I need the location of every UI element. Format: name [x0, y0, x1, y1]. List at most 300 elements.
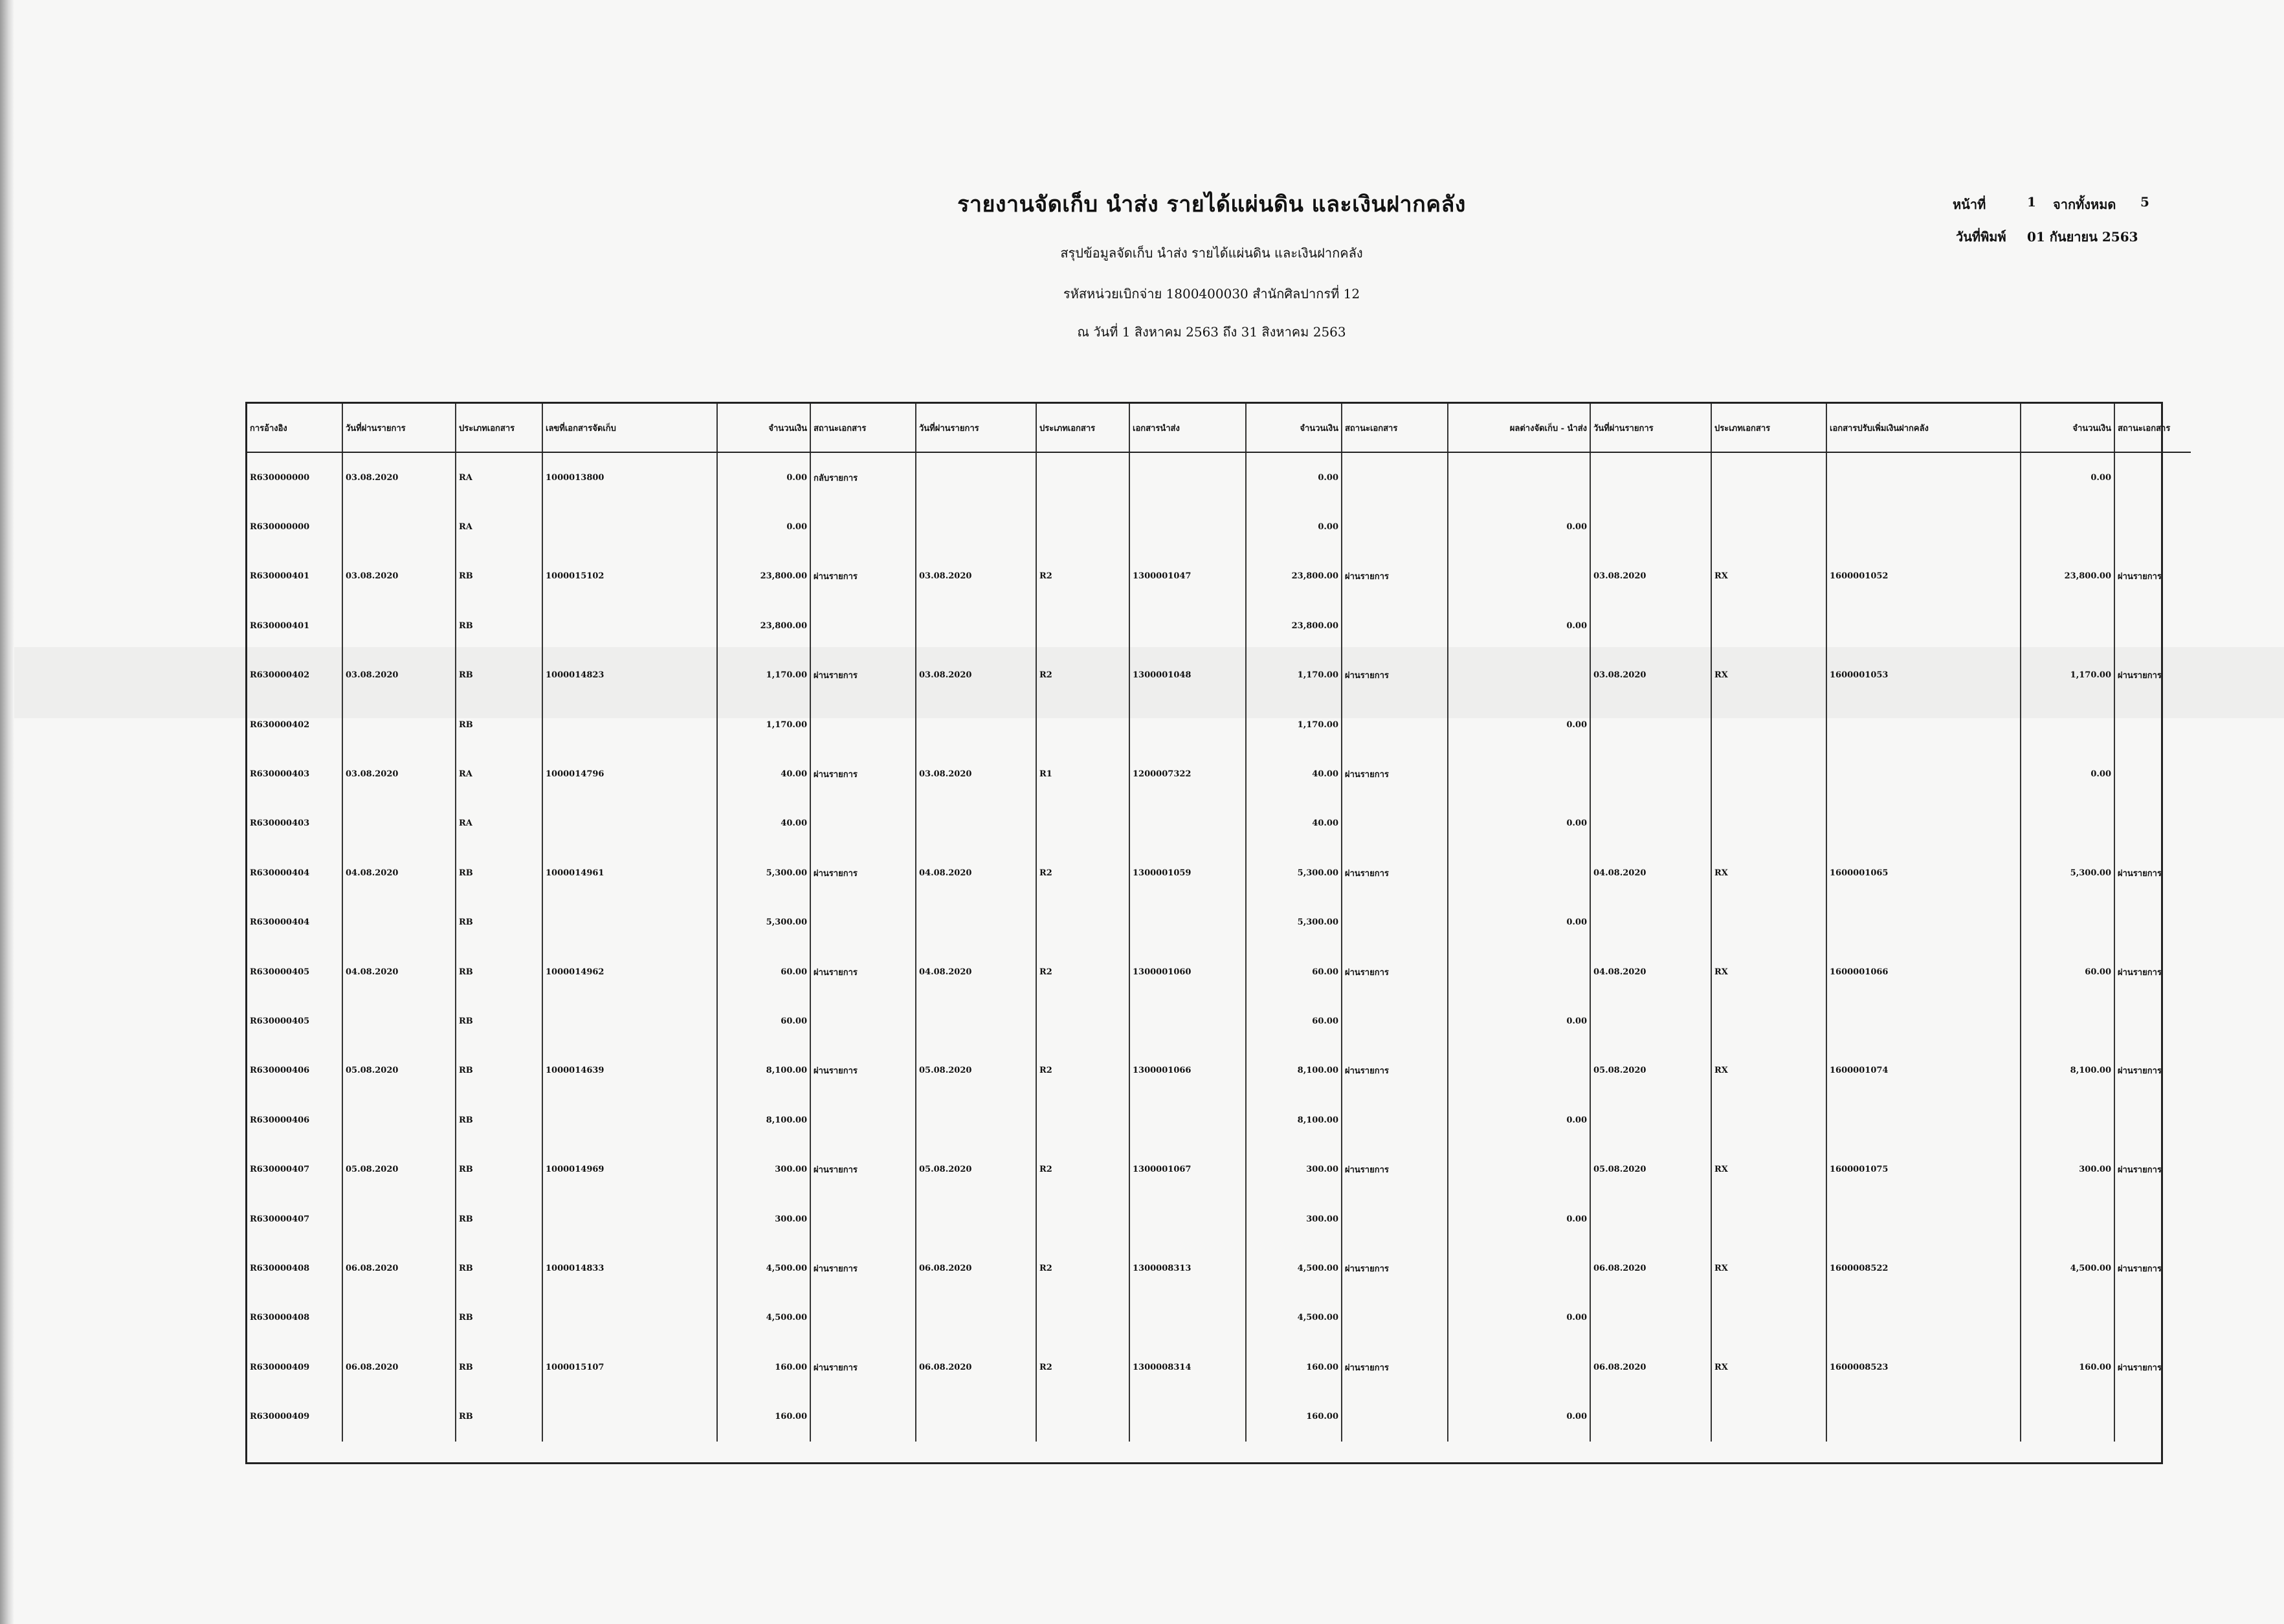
cell-posting-date — [342, 502, 456, 551]
cell-amount-3: 23,800.00 — [2021, 552, 2114, 601]
cell-collection-doc-no — [542, 1194, 717, 1244]
cell-deposit-adjust-doc — [1826, 1293, 2021, 1343]
cell-difference: 0.00 — [1448, 601, 1590, 650]
col-doc-status-3: สถานะเอกสาร — [2114, 404, 2191, 452]
cell-doc-type-2: R2 — [1036, 1145, 1129, 1194]
cell-remittance-doc — [1129, 898, 1246, 947]
cell-amount-3 — [2021, 996, 2114, 1046]
cell-doc-status-3: ผ่านรายการ — [2114, 947, 2191, 996]
cell-posting-date — [342, 1392, 456, 1441]
cell-remittance-doc — [1129, 1392, 1246, 1441]
cell-posting-date-3: 06.08.2020 — [1590, 1343, 1711, 1392]
cell-doc-status-2: ผ่านรายการ — [1342, 552, 1448, 601]
cell-posting-date: 04.08.2020 — [342, 947, 456, 996]
cell-doc-status-2: ผ่านรายการ — [1342, 651, 1448, 700]
cell-posting-date: 05.08.2020 — [342, 1046, 456, 1095]
cell-reference: R630000408 — [250, 1263, 310, 1273]
cell-doc-type-2 — [1036, 1194, 1129, 1244]
cell-posting-date-3 — [1590, 601, 1711, 650]
cell-amount-2: 5,300.00 — [1246, 848, 1342, 897]
col-deposit-adjust-doc: เอกสารปรับเพิ่มเงินฝากคลัง — [1826, 404, 2021, 452]
cell-posting-date-3 — [1590, 749, 1711, 798]
cell-doc-type-2: R1 — [1036, 749, 1129, 798]
cell-doc-type-2 — [1036, 898, 1129, 947]
cell-deposit-adjust-doc — [1826, 1095, 2021, 1145]
cell-amount: 5,300.00 — [717, 898, 810, 947]
cell-remittance-doc — [1129, 799, 1246, 848]
cell-difference: 0.00 — [1448, 996, 1590, 1046]
cell-doc-status — [810, 502, 916, 551]
cell-remittance-doc: 1300001047 — [1129, 552, 1246, 601]
summary-row — [247, 700, 2191, 749]
cell-posting-date — [342, 1293, 456, 1343]
cell-posting-date-3 — [1590, 898, 1711, 947]
cell-collection-doc-no: 1000014961 — [542, 848, 717, 897]
cell-collection-doc-no: 1000014962 — [542, 947, 717, 996]
cell-doc-status-2 — [1342, 452, 1448, 502]
cell-posting-date-3 — [1590, 799, 1711, 848]
cell-reference: R630000408 — [250, 1313, 310, 1323]
cell-remittance-doc — [1129, 1293, 1246, 1343]
cell-doc-status-3 — [2114, 749, 2191, 798]
cell-doc-status: ผ่านรายการ — [810, 1046, 916, 1095]
cell-posting-date-3: 04.08.2020 — [1590, 947, 1711, 996]
cell-amount-2: 300.00 — [1246, 1145, 1342, 1194]
cell-amount: 40.00 — [717, 799, 810, 848]
cell-doc-status-3 — [2114, 799, 2191, 848]
cell-posting-date — [342, 700, 456, 749]
cell-doc-type-3: RX — [1711, 1343, 1826, 1392]
scan-edge-shadow — [0, 0, 14, 1624]
cell-amount-3: 300.00 — [2021, 1145, 2114, 1194]
cell-doc-type-3 — [1711, 996, 1826, 1046]
cell-difference: 0.00 — [1448, 700, 1590, 749]
cell-remittance-doc: 1300001060 — [1129, 947, 1246, 996]
cell-difference: 0.00 — [1448, 1095, 1590, 1145]
cell-posting-date-3: 05.08.2020 — [1590, 1046, 1711, 1095]
cell-reference: R630000000 — [250, 472, 310, 483]
cell-doc-type-2: R2 — [1036, 1046, 1129, 1095]
cell-posting-date-2: 05.08.2020 — [916, 1046, 1036, 1095]
cell-deposit-adjust-doc: 1600001075 — [1826, 1145, 2021, 1194]
cell-doc-status: ผ่านรายการ — [810, 552, 916, 601]
cell-doc-type-3: RX — [1711, 848, 1826, 897]
cell-posting-date-3 — [1590, 452, 1711, 502]
cell-doc-type: RB — [456, 552, 542, 601]
cell-doc-type-2: R2 — [1036, 947, 1129, 996]
cell-reference: R630000402 — [250, 670, 310, 681]
cell-doc-type-3: RX — [1711, 1244, 1826, 1293]
cell-deposit-adjust-doc — [1826, 749, 2021, 798]
cell-amount-2: 8,100.00 — [1246, 1046, 1342, 1095]
cell-posting-date — [342, 898, 456, 947]
cell-doc-status-2 — [1342, 502, 1448, 551]
cell-amount-2: 60.00 — [1246, 947, 1342, 996]
cell-remittance-doc — [1129, 1194, 1246, 1244]
cell-remittance-doc: 1300001059 — [1129, 848, 1246, 897]
cell-posting-date: 05.08.2020 — [342, 1145, 456, 1194]
cell-doc-status-3: ผ่านรายการ — [2114, 848, 2191, 897]
cell-doc-status-3 — [2114, 502, 2191, 551]
cell-amount-3 — [2021, 799, 2114, 848]
cell-posting-date: 03.08.2020 — [342, 651, 456, 700]
page-label: หน้าที่ — [1953, 197, 1986, 212]
cell-difference: 0.00 — [1448, 1392, 1590, 1441]
cell-doc-status-2 — [1342, 1392, 1448, 1441]
cell-deposit-adjust-doc — [1826, 1194, 2021, 1244]
cell-posting-date-2 — [916, 996, 1036, 1046]
table-row — [247, 749, 2191, 798]
cell-amount: 60.00 — [717, 947, 810, 996]
col-doc-type: ประเภทเอกสาร — [456, 404, 542, 452]
cell-posting-date-2: 06.08.2020 — [916, 1244, 1036, 1293]
cell-posting-date — [342, 1194, 456, 1244]
cell-posting-date-2 — [916, 1095, 1036, 1145]
cell-doc-type: RB — [456, 848, 542, 897]
total-pages: 5 — [2140, 194, 2149, 210]
cell-reference: R630000409 — [250, 1362, 310, 1372]
cell-doc-status — [810, 996, 916, 1046]
cell-collection-doc-no — [542, 1392, 717, 1441]
cell-posting-date-2 — [916, 1293, 1036, 1343]
cell-doc-type-3: RX — [1711, 1046, 1826, 1095]
summary-row — [247, 799, 2191, 848]
cell-reference: R630000401 — [250, 571, 310, 582]
cell-amount-2: 60.00 — [1246, 996, 1342, 1046]
cell-difference — [1448, 848, 1590, 897]
cell-deposit-adjust-doc — [1826, 898, 2021, 947]
cell-doc-status-2: ผ่านรายการ — [1342, 749, 1448, 798]
cell-doc-status-2 — [1342, 1293, 1448, 1343]
col-difference: ผลต่างจัดเก็บ - นำส่ง — [1448, 404, 1590, 452]
table-header-row — [247, 404, 2191, 452]
table-row — [247, 452, 2191, 502]
cell-reference: R630000404 — [250, 917, 310, 928]
cell-deposit-adjust-doc — [1826, 601, 2021, 650]
cell-amount: 300.00 — [717, 1145, 810, 1194]
cell-doc-status-2: ผ่านรายการ — [1342, 1244, 1448, 1293]
cell-reference: R630000405 — [250, 967, 310, 977]
cell-difference — [1448, 651, 1590, 700]
cell-doc-type: RA — [456, 502, 542, 551]
cell-doc-status-2 — [1342, 898, 1448, 947]
cell-deposit-adjust-doc: 1600001066 — [1826, 947, 2021, 996]
col-doc-status: สถานะเอกสาร — [810, 404, 916, 452]
cell-remittance-doc — [1129, 996, 1246, 1046]
cell-doc-status-3 — [2114, 452, 2191, 502]
cell-posting-date — [342, 1095, 456, 1145]
cell-collection-doc-no: 1000014796 — [542, 749, 717, 798]
cell-doc-type-3 — [1711, 452, 1826, 502]
cell-posting-date-2 — [916, 452, 1036, 502]
cell-doc-type-2 — [1036, 700, 1129, 749]
cell-doc-type: RB — [456, 1194, 542, 1244]
cell-doc-status-3 — [2114, 700, 2191, 749]
cell-amount-2: 23,800.00 — [1246, 552, 1342, 601]
cell-posting-date-3 — [1590, 502, 1711, 551]
table-row — [247, 947, 2191, 996]
cell-doc-type-3: RX — [1711, 947, 1826, 996]
cell-doc-status-2: ผ่านรายการ — [1342, 1046, 1448, 1095]
report-title: รายงานจัดเก็บ นำส่ง รายได้แผ่นดิน และเงินฝากคลัง — [957, 192, 1466, 217]
col-amount: จำนวนเงิน — [717, 404, 810, 452]
cell-remittance-doc — [1129, 601, 1246, 650]
cell-posting-date-2: 03.08.2020 — [916, 552, 1036, 601]
cell-doc-status: ผ่านรายการ — [810, 1343, 916, 1392]
cell-amount-3 — [2021, 1293, 2114, 1343]
cell-posting-date-2 — [916, 898, 1036, 947]
cell-doc-type-2: R2 — [1036, 848, 1129, 897]
cell-posting-date — [342, 799, 456, 848]
cell-amount-3: 0.00 — [2021, 452, 2114, 502]
table-row — [247, 848, 2191, 897]
cell-collection-doc-no: 1000014639 — [542, 1046, 717, 1095]
cell-doc-status — [810, 700, 916, 749]
cell-posting-date-3 — [1590, 1194, 1711, 1244]
cell-amount-2: 0.00 — [1246, 452, 1342, 502]
cell-doc-type-3 — [1711, 1293, 1826, 1343]
table-row — [247, 1343, 2191, 1392]
cell-doc-type: RB — [456, 1095, 542, 1145]
cell-doc-type-2 — [1036, 502, 1129, 551]
cell-amount-2: 5,300.00 — [1246, 898, 1342, 947]
cell-doc-status-2 — [1342, 1194, 1448, 1244]
cell-deposit-adjust-doc: 1600008522 — [1826, 1244, 2021, 1293]
cell-collection-doc-no — [542, 996, 717, 1046]
cell-amount: 160.00 — [717, 1392, 810, 1441]
cell-doc-status: ผ่านรายการ — [810, 749, 916, 798]
cell-difference — [1448, 1343, 1590, 1392]
cell-posting-date-2: 05.08.2020 — [916, 1145, 1036, 1194]
summary-row — [247, 1392, 2191, 1441]
cell-doc-type: RA — [456, 749, 542, 798]
cell-deposit-adjust-doc: 1600001052 — [1826, 552, 2021, 601]
cell-posting-date-2: 03.08.2020 — [916, 651, 1036, 700]
cell-posting-date-3 — [1590, 700, 1711, 749]
cell-amount-2: 4,500.00 — [1246, 1293, 1342, 1343]
col-posting-date-3: วันที่ผ่านรายการ — [1590, 404, 1711, 452]
cell-posting-date: 03.08.2020 — [342, 552, 456, 601]
summary-row — [247, 1293, 2191, 1343]
cell-collection-doc-no — [542, 898, 717, 947]
col-collection-doc-no: เลขที่เอกสารจัดเก็บ — [542, 404, 717, 452]
cell-collection-doc-no: 1000013800 — [542, 452, 717, 502]
cell-amount-3 — [2021, 1392, 2114, 1441]
cell-collection-doc-no — [542, 700, 717, 749]
cell-doc-status-3 — [2114, 1293, 2191, 1343]
cell-reference: R630000403 — [250, 769, 310, 780]
cell-posting-date: 06.08.2020 — [342, 1244, 456, 1293]
cell-amount-2: 160.00 — [1246, 1343, 1342, 1392]
summary-row — [247, 898, 2191, 947]
cell-posting-date-2 — [916, 700, 1036, 749]
cell-remittance-doc: 1300001067 — [1129, 1145, 1246, 1194]
cell-remittance-doc — [1129, 700, 1246, 749]
summary-row — [247, 1194, 2191, 1244]
cell-collection-doc-no — [542, 1095, 717, 1145]
cell-doc-status-3: ผ่านรายการ — [2114, 1145, 2191, 1194]
cell-doc-type-2 — [1036, 996, 1129, 1046]
cell-posting-date-3 — [1590, 1293, 1711, 1343]
col-doc-type-2: ประเภทเอกสาร — [1036, 404, 1129, 452]
cell-remittance-doc — [1129, 502, 1246, 551]
cell-doc-status-2: ผ่านรายการ — [1342, 1145, 1448, 1194]
cell-doc-status-2 — [1342, 601, 1448, 650]
cell-reference: R630000403 — [250, 818, 310, 829]
cell-amount: 23,800.00 — [717, 552, 810, 601]
cell-reference: R630000404 — [250, 868, 310, 878]
cell-doc-type: RB — [456, 601, 542, 650]
table-row — [247, 1244, 2191, 1293]
cell-posting-date-3: 03.08.2020 — [1590, 552, 1711, 601]
cell-doc-type-3 — [1711, 749, 1826, 798]
cell-doc-type-2 — [1036, 452, 1129, 502]
cell-doc-type: RB — [456, 1244, 542, 1293]
col-amount-2: จำนวนเงิน — [1246, 404, 1342, 452]
cell-doc-type-3: RX — [1711, 552, 1826, 601]
cell-amount: 5,300.00 — [717, 848, 810, 897]
col-remittance-doc: เอกสารนำส่ง — [1129, 404, 1246, 452]
cell-doc-status-2 — [1342, 799, 1448, 848]
cell-remittance-doc: 1300001066 — [1129, 1046, 1246, 1095]
cell-doc-type-2 — [1036, 1392, 1129, 1441]
cell-remittance-doc: 1300008313 — [1129, 1244, 1246, 1293]
cell-collection-doc-no: 1000014823 — [542, 651, 717, 700]
cell-posting-date: 03.08.2020 — [342, 749, 456, 798]
cell-doc-status: ผ่านรายการ — [810, 651, 916, 700]
cell-posting-date-2 — [916, 1392, 1036, 1441]
cell-difference — [1448, 452, 1590, 502]
cell-doc-status-2: ผ่านรายการ — [1342, 1343, 1448, 1392]
cell-amount: 300.00 — [717, 1194, 810, 1244]
cell-remittance-doc — [1129, 1095, 1246, 1145]
cell-doc-status — [810, 1392, 916, 1441]
cell-amount-3: 8,100.00 — [2021, 1046, 2114, 1095]
summary-row — [247, 601, 2191, 650]
cell-posting-date-3 — [1590, 1392, 1711, 1441]
cell-deposit-adjust-doc: 1600001074 — [1826, 1046, 2021, 1095]
cell-reference: R630000407 — [250, 1165, 310, 1175]
cell-posting-date-3: 06.08.2020 — [1590, 1244, 1711, 1293]
col-amount-3: จำนวนเงิน — [2021, 404, 2114, 452]
cell-posting-date-2: 04.08.2020 — [916, 947, 1036, 996]
cell-doc-type: RB — [456, 996, 542, 1046]
col-doc-type-3: ประเภทเอกสาร — [1711, 404, 1826, 452]
cell-amount-3: 5,300.00 — [2021, 848, 2114, 897]
cell-doc-type-3 — [1711, 1095, 1826, 1145]
cell-doc-type-3 — [1711, 799, 1826, 848]
cell-amount-2: 0.00 — [1246, 502, 1342, 551]
cell-doc-status: ผ่านรายการ — [810, 1145, 916, 1194]
cell-amount-2: 1,170.00 — [1246, 700, 1342, 749]
summary-row — [247, 1095, 2191, 1145]
cell-collection-doc-no: 1000014969 — [542, 1145, 717, 1194]
cell-amount: 1,170.00 — [717, 700, 810, 749]
cell-amount-2: 4,500.00 — [1246, 1244, 1342, 1293]
cell-posting-date — [342, 996, 456, 1046]
cell-posting-date-3: 04.08.2020 — [1590, 848, 1711, 897]
cell-doc-status: กลับรายการ — [810, 452, 916, 502]
col-doc-status-2: สถานะเอกสาร — [1342, 404, 1448, 452]
cell-doc-type: RB — [456, 898, 542, 947]
cell-doc-status-3 — [2114, 1392, 2191, 1441]
cell-difference — [1448, 552, 1590, 601]
cell-reference: R630000409 — [250, 1412, 310, 1422]
cell-amount-2: 300.00 — [1246, 1194, 1342, 1244]
cell-doc-status-3: ผ่านรายการ — [2114, 1343, 2191, 1392]
table-row — [247, 1145, 2191, 1194]
cell-collection-doc-no — [542, 799, 717, 848]
cell-amount: 4,500.00 — [717, 1244, 810, 1293]
cell-amount-2: 23,800.00 — [1246, 601, 1342, 650]
cell-amount: 1,170.00 — [717, 651, 810, 700]
cell-amount: 4,500.00 — [717, 1293, 810, 1343]
report-period: ณ วันที่ 1 สิงหาคม 2563 ถึง 31 สิงหาคม 2563 — [1077, 324, 1346, 340]
cell-posting-date: 03.08.2020 — [342, 452, 456, 502]
cell-collection-doc-no — [542, 601, 717, 650]
cell-amount: 0.00 — [717, 502, 810, 551]
cell-amount-2: 40.00 — [1246, 749, 1342, 798]
cell-doc-type: RB — [456, 1343, 542, 1392]
cell-doc-type-3 — [1711, 601, 1826, 650]
cell-doc-type: RB — [456, 1145, 542, 1194]
cell-reference: R630000401 — [250, 620, 310, 631]
cell-doc-status-2 — [1342, 700, 1448, 749]
cell-amount-2: 8,100.00 — [1246, 1095, 1342, 1145]
cell-doc-status — [810, 799, 916, 848]
cell-doc-type-2 — [1036, 799, 1129, 848]
cell-amount-3: 0.00 — [2021, 749, 2114, 798]
cell-doc-status-2 — [1342, 1095, 1448, 1145]
cell-doc-type-2 — [1036, 1293, 1129, 1343]
cell-deposit-adjust-doc — [1826, 452, 2021, 502]
cell-difference: 0.00 — [1448, 799, 1590, 848]
cell-doc-type-3 — [1711, 898, 1826, 947]
cell-doc-type: RA — [456, 452, 542, 502]
collection-table — [245, 402, 2171, 1464]
cell-deposit-adjust-doc: 1600001065 — [1826, 848, 2021, 897]
cell-amount: 40.00 — [717, 749, 810, 798]
cell-doc-type: RB — [456, 700, 542, 749]
cell-difference: 0.00 — [1448, 1194, 1590, 1244]
cell-doc-type: RB — [456, 1293, 542, 1343]
cell-posting-date-2: 04.08.2020 — [916, 848, 1036, 897]
cell-deposit-adjust-doc — [1826, 700, 2021, 749]
cell-collection-doc-no — [542, 1293, 717, 1343]
cell-deposit-adjust-doc: 1600001053 — [1826, 651, 2021, 700]
page-number: 1 — [2027, 194, 2036, 210]
cell-doc-type: RB — [456, 1392, 542, 1441]
table-row — [247, 1046, 2191, 1095]
col-posting-date: วันที่ผ่านรายการ — [342, 404, 456, 452]
cell-difference — [1448, 1244, 1590, 1293]
cell-doc-status — [810, 1095, 916, 1145]
cell-doc-type-3 — [1711, 502, 1826, 551]
cell-difference: 0.00 — [1448, 898, 1590, 947]
cell-deposit-adjust-doc — [1826, 996, 2021, 1046]
cell-doc-status-2: ผ่านรายการ — [1342, 947, 1448, 996]
cell-doc-status-2 — [1342, 996, 1448, 1046]
cell-difference: 0.00 — [1448, 502, 1590, 551]
cell-doc-type-3 — [1711, 1392, 1826, 1441]
cell-amount-3: 160.00 — [2021, 1343, 2114, 1392]
cell-reference: R630000406 — [250, 1115, 310, 1125]
cell-difference — [1448, 1046, 1590, 1095]
cell-posting-date: 04.08.2020 — [342, 848, 456, 897]
cell-doc-status: ผ่านรายการ — [810, 848, 916, 897]
print-date: 01 กันยายน 2563 — [2027, 229, 2138, 245]
cell-difference — [1448, 749, 1590, 798]
